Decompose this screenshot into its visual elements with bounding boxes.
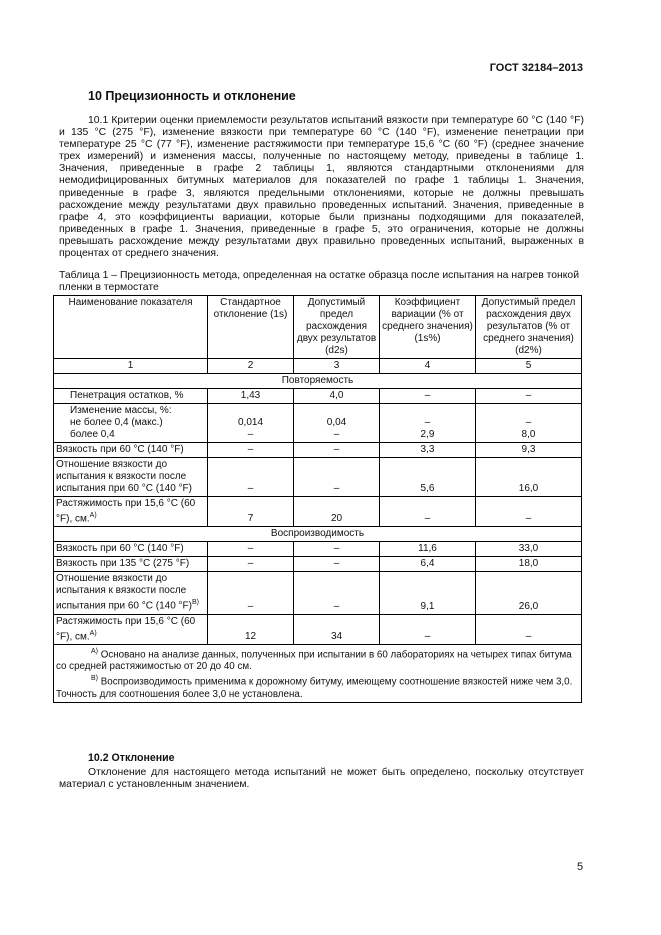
cell-value: 20 (294, 497, 380, 527)
cell-value: 26,0 (476, 572, 582, 614)
cell-value: 16,0 (476, 458, 582, 497)
header-cell: Стандартное отклонение (1s) (208, 296, 294, 359)
subsection-title: 10.2 Отклонение (88, 752, 175, 764)
footnote-mark: A) (91, 647, 98, 655)
table-row (54, 614, 582, 644)
row-name-text: Отношение вязкости до испытания к вязкости после испытания при 60 °C (140 °F) (56, 573, 192, 612)
precision-table (53, 295, 582, 703)
paragraph-text: Отклонение для настоящего метода испытаний не может быть определено, поскольку отсутствует материал с установленным значением. (59, 767, 584, 791)
cell-value: 7 (208, 497, 294, 527)
column-number-row (54, 359, 582, 374)
row-name (54, 614, 208, 644)
row-name: Вязкость при 135 °C (275 °F) (54, 557, 208, 572)
cell-value: – (476, 497, 582, 527)
cell-value: – (208, 557, 294, 572)
cell-value: 6,4 (380, 557, 476, 572)
cell-value: 33,0 (476, 542, 582, 557)
page-number: 5 (577, 861, 584, 873)
cell-value: 12 (208, 614, 294, 644)
footnote-text: Основано на анализе данных, полученных при испытании в 60 лабораториях на четырех типах битума со средней растяжимостью от 20 до 40 см. (56, 649, 572, 673)
column-number: 4 (380, 359, 476, 374)
table-footnotes (54, 644, 582, 702)
cell-value: 18,0 (476, 557, 582, 572)
paragraph-text: 10.1 Критерии оценки приемлемости результатов испытаний вязкости при температуре 60 °C (140 °F) и 135 °C (275 °F), изменение вязкости при температуре 60 °C (140 °F), изменение пенетрации при температуре 25 °C (77 °F), изменение растяжимости при температуре 15,6 °C (60 °F) (среднее значение трех измерений) и изменения массы, полученные по настоящему методу, приведены в таблице 1. Значения, приведенные в графе 2 таблицы 1, являются стандартными отклонениями для немодифицированных битумных материалов для показателей по графе 1 таблицы 1. Значения, приведенные в графе 3, являются предельными отклонениями, которые не должны превышать расхождение между результатами двух правильно проведенных испытаний. Значения, приведенные в графе 4, это коэффициенты вариации, которые были признаны подходящими для показателей, приведенных в графе 1. Значения, приведенные в графе 5, это ограничения, которые не должны превышать расхождение между результатами двух правильно проведенных испытаний, выраженных в процентах от среднего значения. (59, 115, 584, 260)
cell-value: – (476, 614, 582, 644)
header-cell: Допустимый предел расхождения двух результатов (% от среднего значения) (d2%) (476, 296, 582, 359)
cell-value: – (294, 542, 380, 557)
cell-value: – (208, 458, 294, 497)
row-name (54, 572, 208, 614)
cell-sub-value: – (333, 429, 340, 440)
row-name: Отношение вязкости до испытания к вязкости после испытания при 60 °C (140 °F) (54, 458, 208, 497)
cell-value: 34 (294, 614, 380, 644)
footnote-mark: A) (89, 512, 97, 519)
footnote-mark: B) (192, 599, 199, 607)
cell-value: – (208, 443, 294, 458)
table-header-row (54, 296, 582, 359)
cell-value (380, 404, 476, 443)
group-label: Воспроизводимость (54, 527, 582, 542)
cell-value: 4,0 (294, 389, 380, 404)
row-name: Пенетрация остатков, % (54, 389, 208, 404)
group-row-reproducibility (54, 527, 582, 542)
row-name (54, 404, 208, 443)
cell-value: – (208, 572, 294, 614)
cell-sub-value: – (247, 429, 254, 440)
row-name-sub: не более 0,4 (макс.) (70, 417, 163, 428)
table-caption: Таблица 1 – Прецизионность метода, определенная на остатке образца после испытания на нагрев тонкой пленки в термостате (59, 270, 580, 293)
cell-value: – (294, 557, 380, 572)
row-name-text: Растяжимость при 15,6 °C (60 °F), см. (56, 615, 196, 642)
cell-value: 9,1 (380, 572, 476, 614)
footnote-mark: B) (91, 675, 98, 683)
cell-value: – (294, 443, 380, 458)
column-number: 1 (54, 359, 208, 374)
table-row (54, 404, 582, 443)
cell-value (476, 404, 582, 443)
cell-value: – (380, 614, 476, 644)
cell-value (208, 404, 294, 443)
cell-value: – (208, 542, 294, 557)
cell-sub-value: 0,04 (326, 417, 347, 428)
cell-value: 9,3 (476, 443, 582, 458)
column-number: 3 (294, 359, 380, 374)
subsection-paragraph (59, 767, 584, 791)
table-row (54, 572, 582, 614)
cell-value: – (380, 497, 476, 527)
cell-value: – (294, 572, 380, 614)
group-row-repeatability (54, 374, 582, 389)
footnote-mark: A) (89, 629, 97, 637)
table-row (54, 497, 582, 527)
row-name-text: Растяжимость при 15,6 °C (60 °F), см. (56, 498, 196, 525)
footnote-text: Воспроизводимость применима к дорожному битуму, имеющему соотношение вязкостей ниже чем 3,0. Точность для соотношения более 3,0 не установлена. (56, 676, 573, 700)
cell-sub-value: 0,014 (237, 417, 264, 428)
cell-value: 3,3 (380, 443, 476, 458)
section-paragraph (59, 115, 584, 260)
cell-value: – (476, 389, 582, 404)
cell-sub-value: 2,9 (420, 429, 435, 440)
header-cell: Коэффициент вариации (% от среднего значения) (1s%) (380, 296, 476, 359)
cell-value: – (294, 458, 380, 497)
table-row (54, 542, 582, 557)
cell-value: 11,6 (380, 542, 476, 557)
cell-value: – (380, 389, 476, 404)
row-name-main: Изменение массы, %: (70, 405, 172, 416)
document-code: ГОСТ 32184–2013 (489, 62, 583, 74)
cell-sub-value: 8,0 (521, 429, 536, 440)
footnote (56, 646, 579, 673)
row-name (54, 497, 208, 527)
footnote (56, 673, 579, 700)
row-name-sub: более 0,4 (70, 429, 115, 440)
cell-sub-value: – (424, 417, 431, 428)
section-title: 10 Прецизионность и отклонение (88, 89, 296, 103)
table-row (54, 389, 582, 404)
row-name: Вязкость при 60 °C (140 °F) (54, 443, 208, 458)
table-row (54, 458, 582, 497)
column-number: 2 (208, 359, 294, 374)
header-cell: Допустимый предел расхождения двух результатов (d2s) (294, 296, 380, 359)
column-number: 5 (476, 359, 582, 374)
group-label: Повторяемость (54, 374, 582, 389)
cell-value: 5,6 (380, 458, 476, 497)
footnote-row (54, 644, 582, 702)
table-row (54, 443, 582, 458)
cell-sub-value: – (525, 417, 532, 428)
cell-value (294, 404, 380, 443)
cell-value: 1,43 (208, 389, 294, 404)
table-row (54, 557, 582, 572)
header-cell: Наименование показателя (54, 296, 208, 359)
row-name: Вязкость при 60 °C (140 °F) (54, 542, 208, 557)
